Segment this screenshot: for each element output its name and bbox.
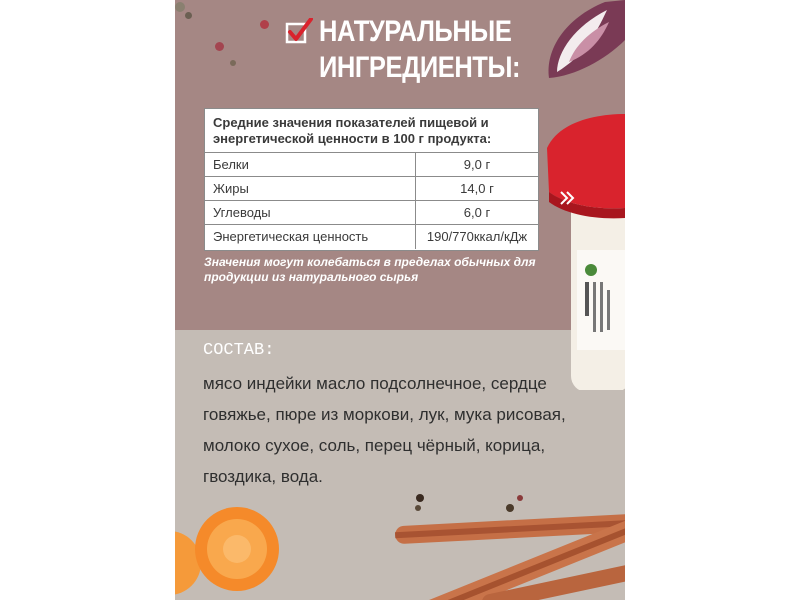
table-row bbox=[205, 225, 538, 249]
cinnamon-sticks-illustration bbox=[390, 490, 625, 600]
peppercorn bbox=[185, 12, 192, 19]
row-value: 6,0 г bbox=[463, 205, 491, 220]
peppercorn bbox=[230, 60, 236, 66]
peppercorn bbox=[260, 20, 269, 29]
row-label: Энергетическая ценность bbox=[213, 229, 369, 244]
row-label: Углеводы bbox=[213, 205, 271, 220]
nutrition-note: Значения могут колебаться в пределах обычных для продукции из натурального сырья bbox=[204, 255, 536, 284]
product-card bbox=[175, 0, 625, 600]
composition-label: СОСТАВ: bbox=[203, 341, 275, 360]
peppercorn bbox=[175, 2, 185, 12]
table-row bbox=[205, 177, 538, 201]
table-caption: Средние значения показателей пищевой и энергетической ценности в 100 г продукта: bbox=[205, 109, 538, 153]
nutrition-table bbox=[204, 108, 539, 251]
composition-text: мясо индейки масло подсолнечное, сердце говяжье, пюре из моркови, лук, мука рисовая, молоко сухое, соль, перец чёрный, корица, гвоздика, вода. bbox=[203, 374, 566, 486]
row-label: Жиры bbox=[213, 181, 249, 196]
peppercorn bbox=[215, 42, 224, 51]
product-jar-illustration bbox=[525, 100, 625, 390]
row-value: 9,0 г bbox=[463, 157, 491, 172]
table-row bbox=[205, 153, 538, 177]
heading-title: НАТУРАЛЬНЫЕ ИНГРЕДИЕНТЫ: bbox=[319, 15, 521, 84]
row-label: Белки bbox=[213, 157, 249, 172]
row-value: 14,0 г bbox=[460, 181, 494, 196]
carrot-slices-illustration bbox=[175, 505, 285, 600]
table-row bbox=[205, 201, 538, 225]
row-value: 190/770ккал/кДж bbox=[426, 229, 528, 244]
onion-illustration bbox=[535, 0, 625, 80]
checkmark-icon bbox=[285, 18, 313, 44]
